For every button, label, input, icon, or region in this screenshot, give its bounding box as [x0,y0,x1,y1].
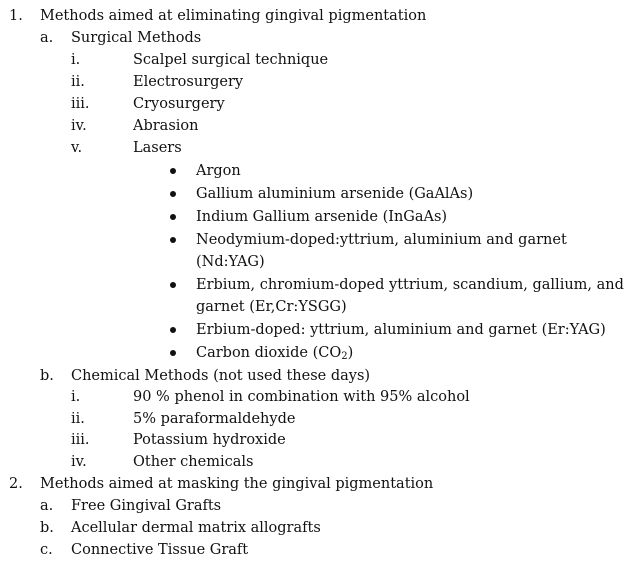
roman-number: iv. [71,454,87,470]
list-item-1-text: Methods aimed at eliminating gingival pigmentation [40,8,427,24]
roman-number: v. [71,140,83,156]
roman-number: i. [71,52,81,68]
bullet-icon [170,327,176,333]
roman-number: ii. [71,74,85,90]
roman-number: i. [71,389,81,405]
sublist-label-b: b. [40,368,54,384]
chemical-item: 5% paraformaldehyde [133,411,296,427]
sublist-a-text: Surgical Methods [71,30,202,46]
chemical-item: Other chemicals [133,454,254,470]
surgical-item: Abrasion [133,118,199,134]
chemical-item: Potassium hydroxide [133,432,286,448]
list-number-1: 1. [9,8,23,24]
masking-item: Free Gingival Grafts [71,498,222,514]
surgical-item: Cryosurgery [133,96,225,112]
masking-item: Connective Tissue Graft [71,542,249,558]
surgical-item: Electrosurgery [133,74,244,90]
roman-number: iii. [71,432,90,448]
bullet-icon [170,191,176,197]
bullet-icon [170,237,176,243]
list-number-2: 2. [9,476,23,492]
roman-number: ii. [71,411,85,427]
bullet-icon [170,214,176,220]
masking-item: Acellular dermal matrix allografts [71,520,321,536]
bullet-icon [170,282,176,288]
surgical-item: Lasers [133,140,182,156]
roman-number: iv. [71,118,87,134]
co2-subscript: 2 [341,351,348,362]
sublist-label: c. [40,542,53,558]
laser-item: Argon [196,163,241,179]
laser-item: Indium Gallium arsenide (InGaAs) [196,209,448,225]
sublist-label: b. [40,520,54,536]
sublist-b-text: Chemical Methods (not used these days) [71,368,371,384]
chemical-item: 90 % phenol in combination with 95% alcohol [133,389,470,405]
sublist-label: a. [40,498,54,514]
laser-item: Erbium-doped: yttrium, aluminium and garnet (Er:YAG) [196,322,606,338]
co2-prefix: Carbon dioxide (CO [196,345,342,361]
bullet-icon [170,350,176,356]
laser-item: Gallium aluminium arsenide (GaAlAs) [196,186,474,202]
sublist-label-a: a. [40,30,54,46]
list-item-2-text: Methods aimed at masking the gingival pigmentation [40,476,434,492]
co2-suffix: ) [347,345,354,361]
laser-item: Neodymium-doped:yttrium, aluminium and garnet [196,232,567,248]
laser-item-continuation: garnet (Er,Cr:YSGG) [196,299,347,315]
roman-number: iii. [71,96,90,112]
laser-item-continuation: (Nd:YAG) [196,254,265,270]
laser-item: Erbium, chromium-doped yttrium, scandium, gallium, and [196,277,624,293]
laser-item-co2 [196,343,353,363]
bullet-icon [170,168,176,174]
surgical-item: Scalpel surgical technique [133,52,329,68]
